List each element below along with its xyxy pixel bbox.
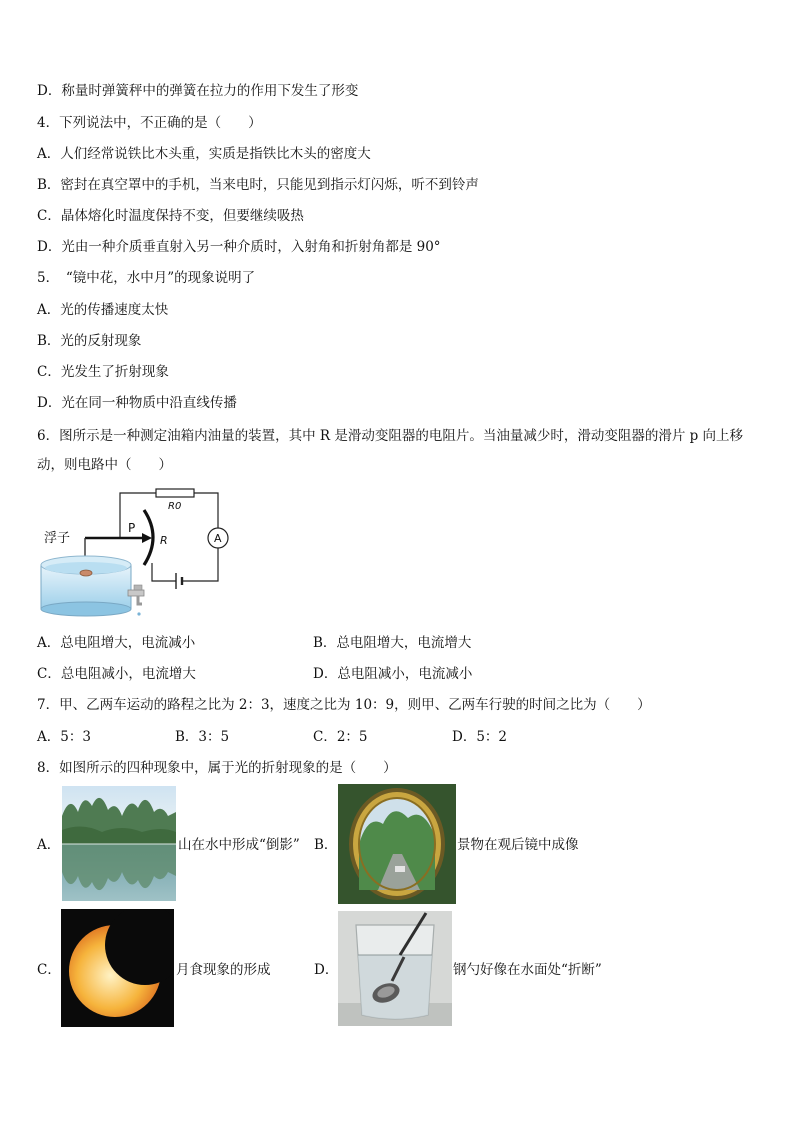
mountain-reflection-photo	[62, 786, 176, 901]
q5-option-d: D．光在同一种物质中沿直线传播	[37, 395, 237, 411]
spoon-in-glass-photo	[338, 911, 452, 1026]
q5-stem: 5． “镜中花，水中月”的现象说明了	[37, 270, 256, 286]
oil-gauge-circuit-figure	[38, 485, 248, 620]
q6-option-a: A．总电阻增大，电流减小	[37, 635, 196, 651]
float-body	[80, 570, 92, 576]
r0-resistor	[156, 489, 194, 497]
r0-label: R0	[168, 501, 182, 512]
q7-option-a: A．5：3	[37, 729, 91, 745]
q4-option-c: C．晶体熔化时温度保持不变，但要继续吸热	[37, 208, 304, 224]
q7-option-b: B．3：5	[175, 729, 230, 745]
q5-option-b: B．光的反射现象	[37, 333, 142, 349]
float-label: 浮子	[44, 531, 71, 546]
q6-stem-line1: 6．图所示是一种测定油箱内油量的装置，其中 R 是滑动变阻器的电阻片。当油量减少时，滑动变阻器的滑片 p 向上移	[37, 428, 744, 444]
q4-option-b: B．密封在真空罩中的手机，当来电时，只能见到指示灯闪烁，听不到铃声	[37, 177, 479, 193]
q4-option-a: A．人们经常说铁比木头重，实质是指铁比木头的密度大	[37, 146, 371, 162]
resistor-label: R	[160, 534, 168, 547]
q5-option-a: A．光的传播速度太快	[37, 302, 169, 318]
q8-option-b-letter: B．	[314, 837, 338, 853]
q7-option-c: C．2：5	[313, 729, 368, 745]
q8-option-c-letter: C．	[37, 962, 61, 978]
rearview-mirror-photo	[338, 784, 456, 904]
slider-label: P	[128, 521, 136, 535]
q6-option-c: C．总电阻减小，电流增大	[37, 666, 196, 682]
q8-option-a-letter: A．	[37, 837, 61, 853]
q4-stem: 4．下列说法中，不正确的是（ ）	[37, 115, 262, 131]
q6-stem-line2: 动，则电路中（ ）	[37, 457, 172, 473]
q8-option-a-caption: 山在水中形成“倒影”	[178, 837, 300, 853]
ammeter-label: A	[214, 532, 222, 545]
q7-stem: 7．甲、乙两车运动的路程之比为 2：3，速度之比为 10：9，则甲、乙两车行驶的时间之比为（ ）	[37, 697, 651, 713]
q5-option-c: C．光发生了折射现象	[37, 364, 169, 380]
q8-option-d-letter: D．	[314, 962, 339, 978]
q8-stem: 8．如图所示的四种现象中，属于光的折射现象的是（ ）	[37, 760, 397, 776]
q6-option-b: B．总电阻增大，电流增大	[313, 635, 472, 651]
q8-option-d-caption: 钢勺好像在水面处“折断”	[453, 962, 602, 978]
q7-option-d: D．5：2	[452, 729, 508, 745]
q4-option-d: D．光由一种介质垂直射入另一种介质时，入射角和折射角都是 90°	[37, 239, 441, 255]
q6-option-d: D．总电阻减小，电流减小	[313, 666, 473, 682]
q8-option-c-caption: 月食现象的形成	[176, 962, 271, 978]
eclipse-photo	[61, 909, 174, 1027]
q3-option-d: D．称量时弹簧秤中的弹簧在拉力的作用下发生了形变	[37, 83, 359, 99]
q8-option-b-caption: 景物在观后镜中成像	[457, 837, 579, 853]
